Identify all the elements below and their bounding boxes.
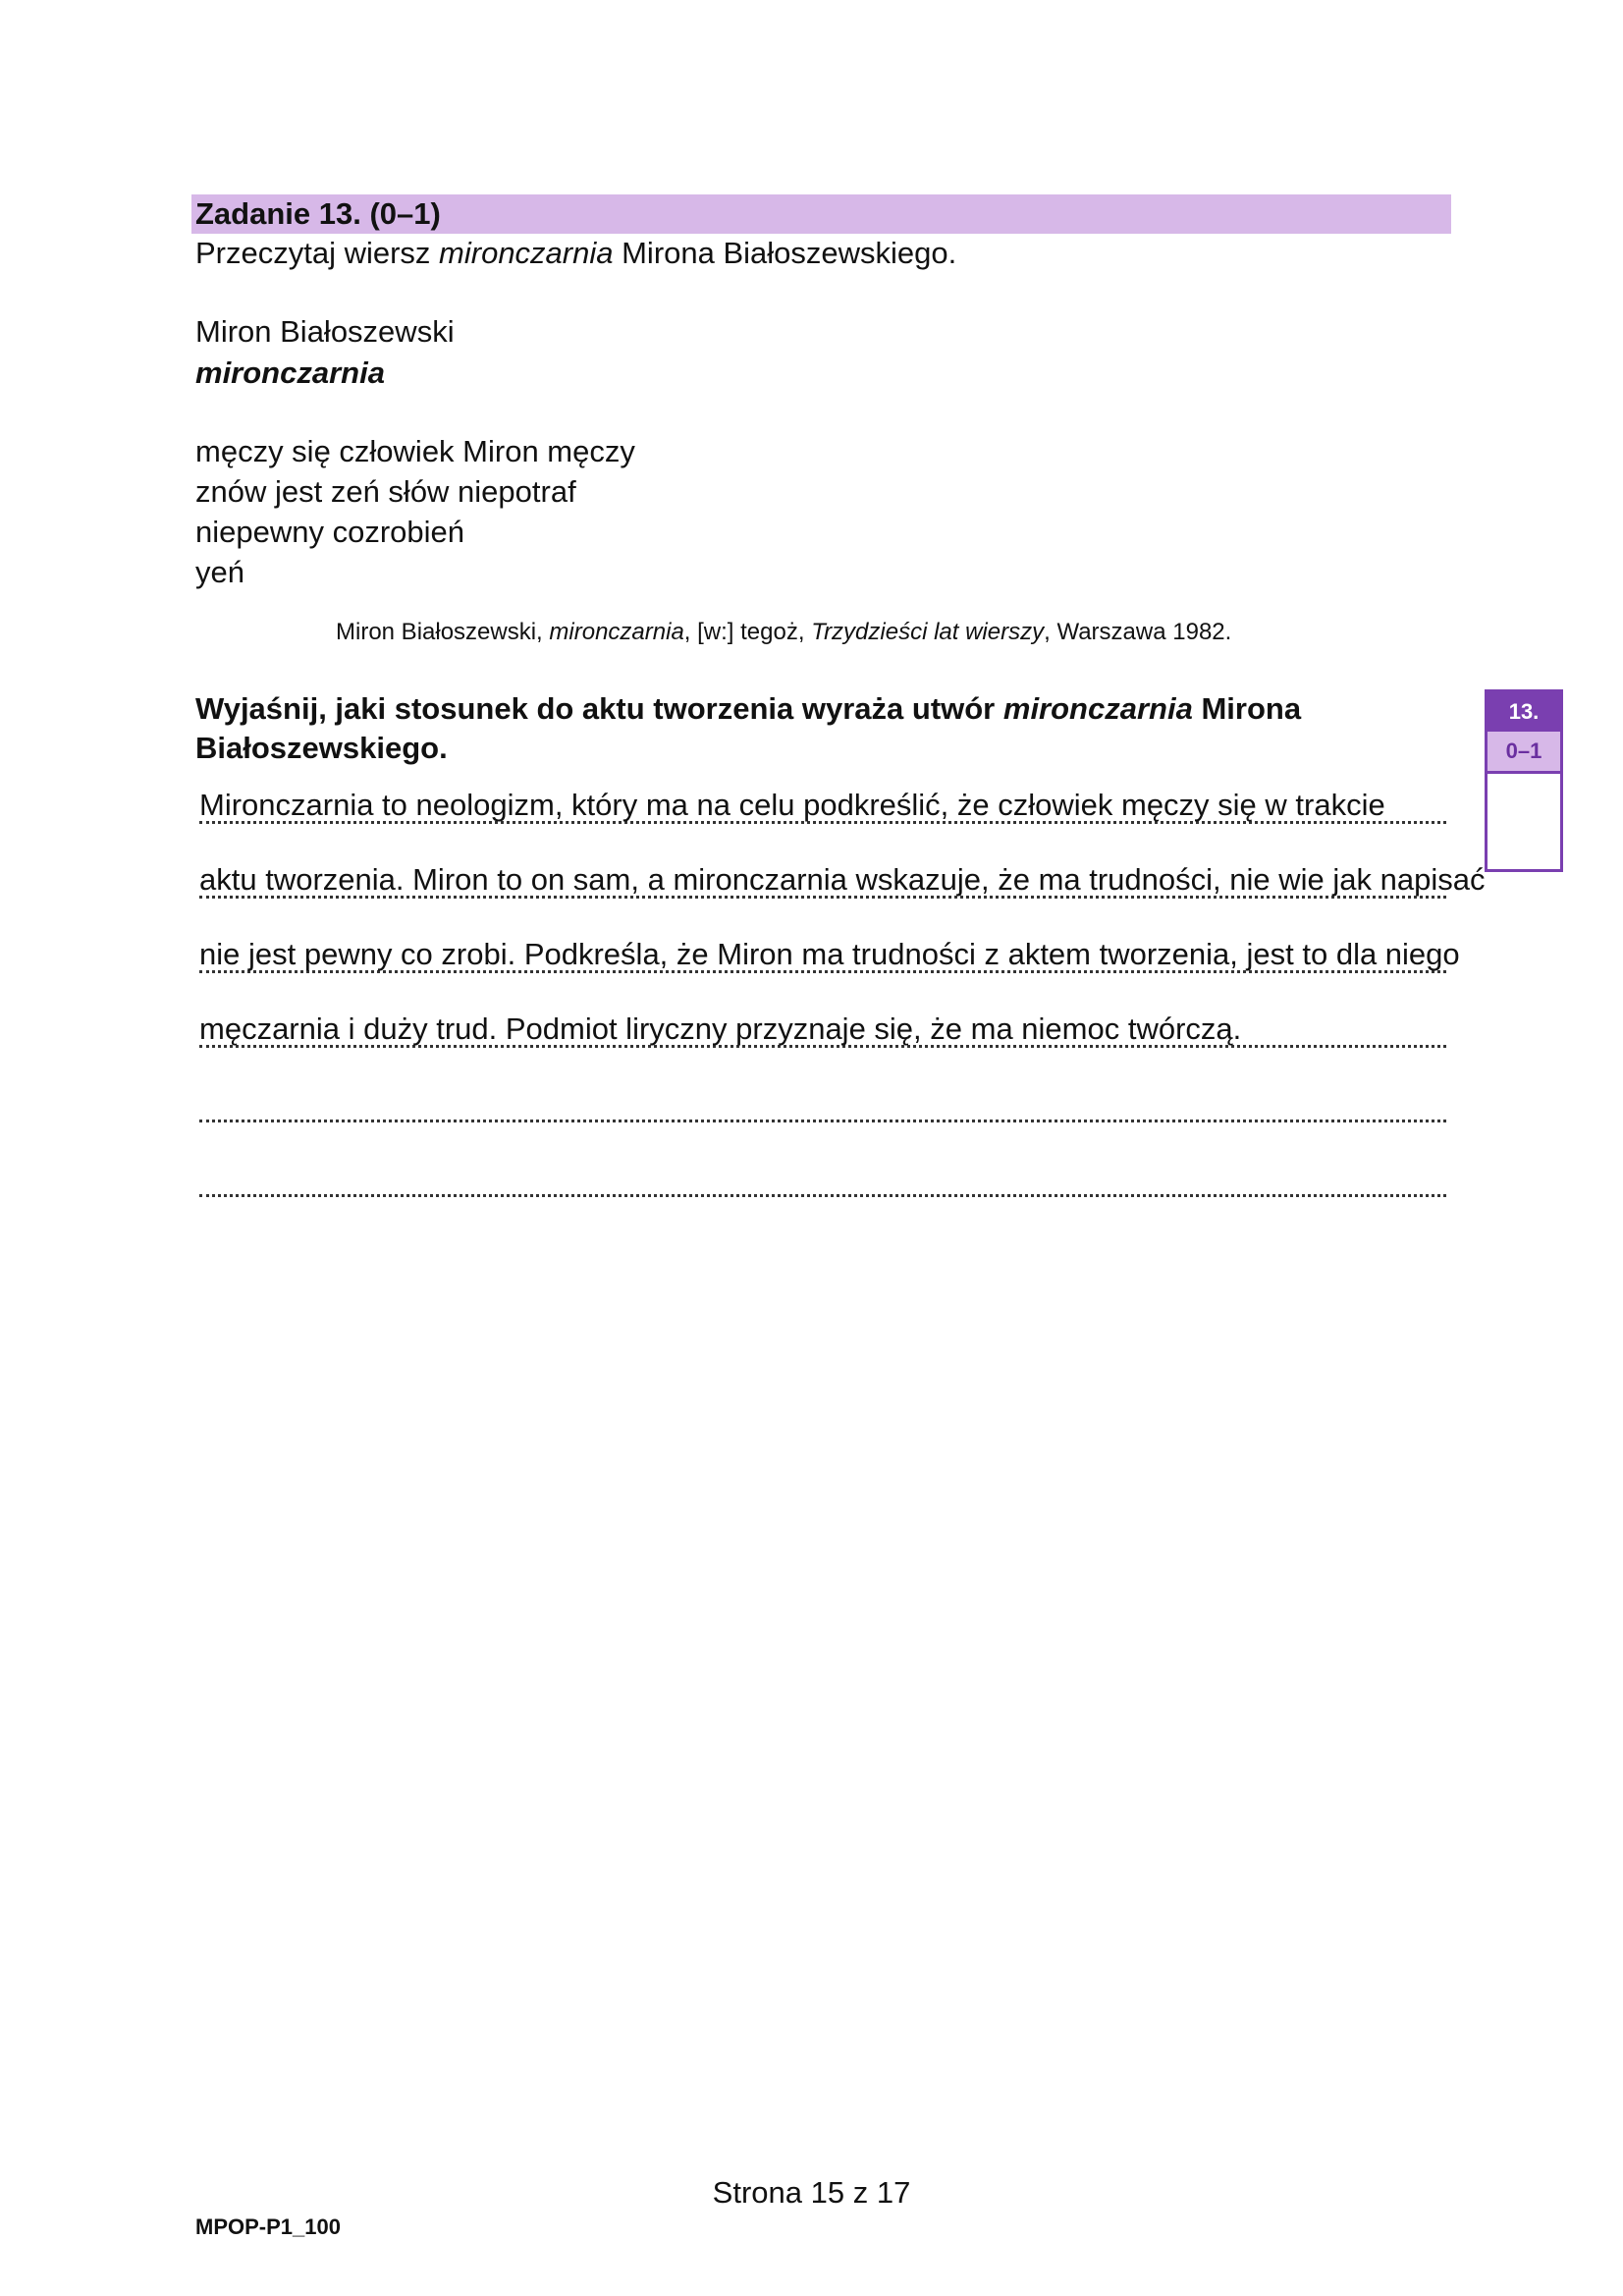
answer-text: nie jest pewny co zrobi. Podkreśla, że Miron ma trudności z aktem tworzenia, jest to dla niego	[199, 937, 1460, 971]
poem-line: męczy się człowiek Miron męczy	[195, 434, 635, 468]
question-prefix: Wyjaśnij, jaki stosunek do aktu tworzenia wyraża utwór	[195, 691, 1003, 726]
citation-book: Trzydzieści lat wierszy	[811, 619, 1045, 645]
task-question	[195, 689, 1403, 768]
answer-text: aktu tworzenia. Miron to on sam, a mironczarnia wskazuje, że ma trudności, nie wie jak napisać	[199, 862, 1486, 897]
page-number: Strona 15 z 17	[712, 2175, 911, 2210]
task-instruction	[195, 234, 956, 273]
score-range: 0–1	[1488, 732, 1560, 774]
instruction-poem-title: mironczarnia	[439, 236, 614, 270]
citation-title: mironczarnia	[549, 619, 684, 645]
citation-tail: , Warszawa 1982.	[1044, 619, 1232, 645]
poem-author: Miron Białoszewski	[195, 314, 455, 349]
document-code: MPOP-P1_100	[195, 2214, 341, 2239]
answer-line[interactable]	[199, 786, 1446, 824]
answer-line[interactable]	[199, 935, 1460, 973]
answer-line[interactable]	[199, 1010, 1446, 1048]
poem-title: mironczarnia	[195, 355, 385, 390]
instruction-suffix: Mirona Białoszewskiego.	[613, 236, 957, 270]
task-header: Zadanie 13. (0–1)	[191, 194, 1451, 234]
poem-citation	[336, 616, 1231, 649]
answer-text: męczarnia i duży trud. Podmiot liryczny przyznaje się, że ma niemoc twórczą.	[199, 1011, 1242, 1046]
poem-line: znów jest zeń słów niepotraf	[195, 474, 576, 509]
question-poem-title: mironczarnia	[1002, 691, 1193, 726]
instruction-prefix: Przeczytaj wiersz	[195, 236, 440, 270]
poem-line: niepewny cozrobień	[195, 515, 465, 549]
answer-text: Mironczarnia to neologizm, który ma na celu podkreślić, że człowiek męczy się w trakcie	[199, 788, 1385, 822]
citation-author: Miron Białoszewski,	[336, 619, 550, 645]
answer-line[interactable]	[199, 1084, 1446, 1122]
question-suffix: Mirona Białoszewskiego.	[195, 691, 1302, 765]
answer-line[interactable]	[199, 1159, 1446, 1197]
citation-middle: , [w:] tegoż,	[683, 619, 812, 645]
answer-line[interactable]	[199, 860, 1486, 899]
score-box	[1485, 689, 1563, 872]
poem-line: yeń	[195, 555, 244, 589]
score-task-number: 13.	[1488, 692, 1560, 732]
